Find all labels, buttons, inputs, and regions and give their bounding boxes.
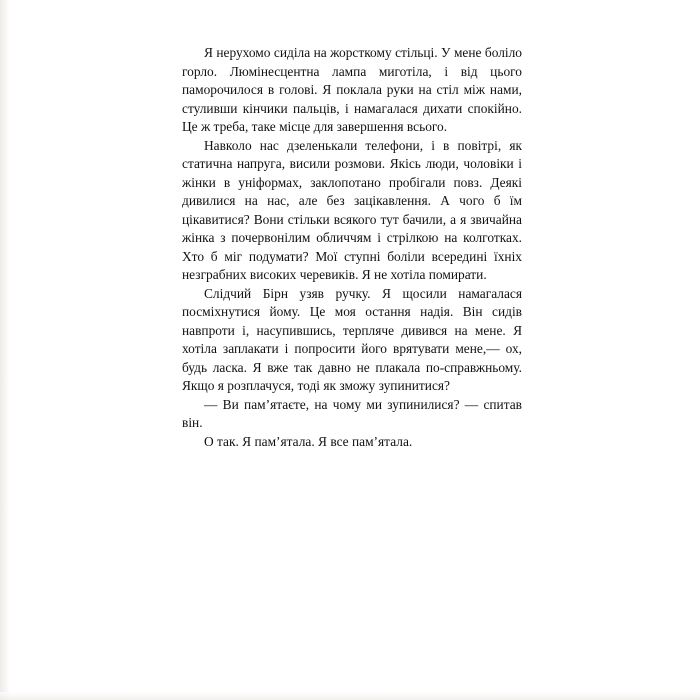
paragraph-5: О так. Я пам’ятала. Я все пам’ятала. bbox=[204, 433, 413, 449]
paragraph-3: Слідчий Бірн узяв ручку. Я щосили намагалася посміхнутися йому. Це моя остання надія. Він сидів навпроти і, насупившись, терпляче дивився на мене. Я хотіла заплакати і попросити його врятувати мене,— ох, будь ласка. Я вже так давно не плакала по-справжньому. Якщо я розплачуся, тоді як зможу зупинитися? bbox=[182, 285, 522, 393]
paragraph-2: Навколо нас дзеленькали телефони, і в повітрі, як статична напруга, висили розмови. Якісь люди, чоловіки і жінки в уніформах, заклопотано пробігали повз. Деякі дивилися на нас, але без зацікавлення. А чого б їм цікавитися? Вони стільки всякого тут бачили, а я звичайна жінка з почервонілим обличчям і стрілкою на колготках. Хто б міг подумати? Мої ступні боліли всередині їхніх незграбних високих черевиків. Я не хотіла помирати. bbox=[182, 137, 522, 282]
paragraph-1: Я нерухомо сиділа на жорсткому стільці. У мене боліло горло. Люмінесцентна лампа миготіла, і від цього паморочилося в голові. Я поклала руки на стіл між нами, стуливши кінчики пальців, і намагалася дихати спокійно. Це ж треба, таке місце для завершення всього. bbox=[182, 45, 522, 134]
page-edge-shadow-bottom bbox=[0, 692, 700, 700]
paragraph-4-dialogue: — Ви пам’ятаєте, на чому ми зупинилися? — спитав він. bbox=[182, 396, 522, 430]
page-edge-shadow-left bbox=[0, 0, 10, 700]
page-text-body bbox=[182, 44, 522, 451]
